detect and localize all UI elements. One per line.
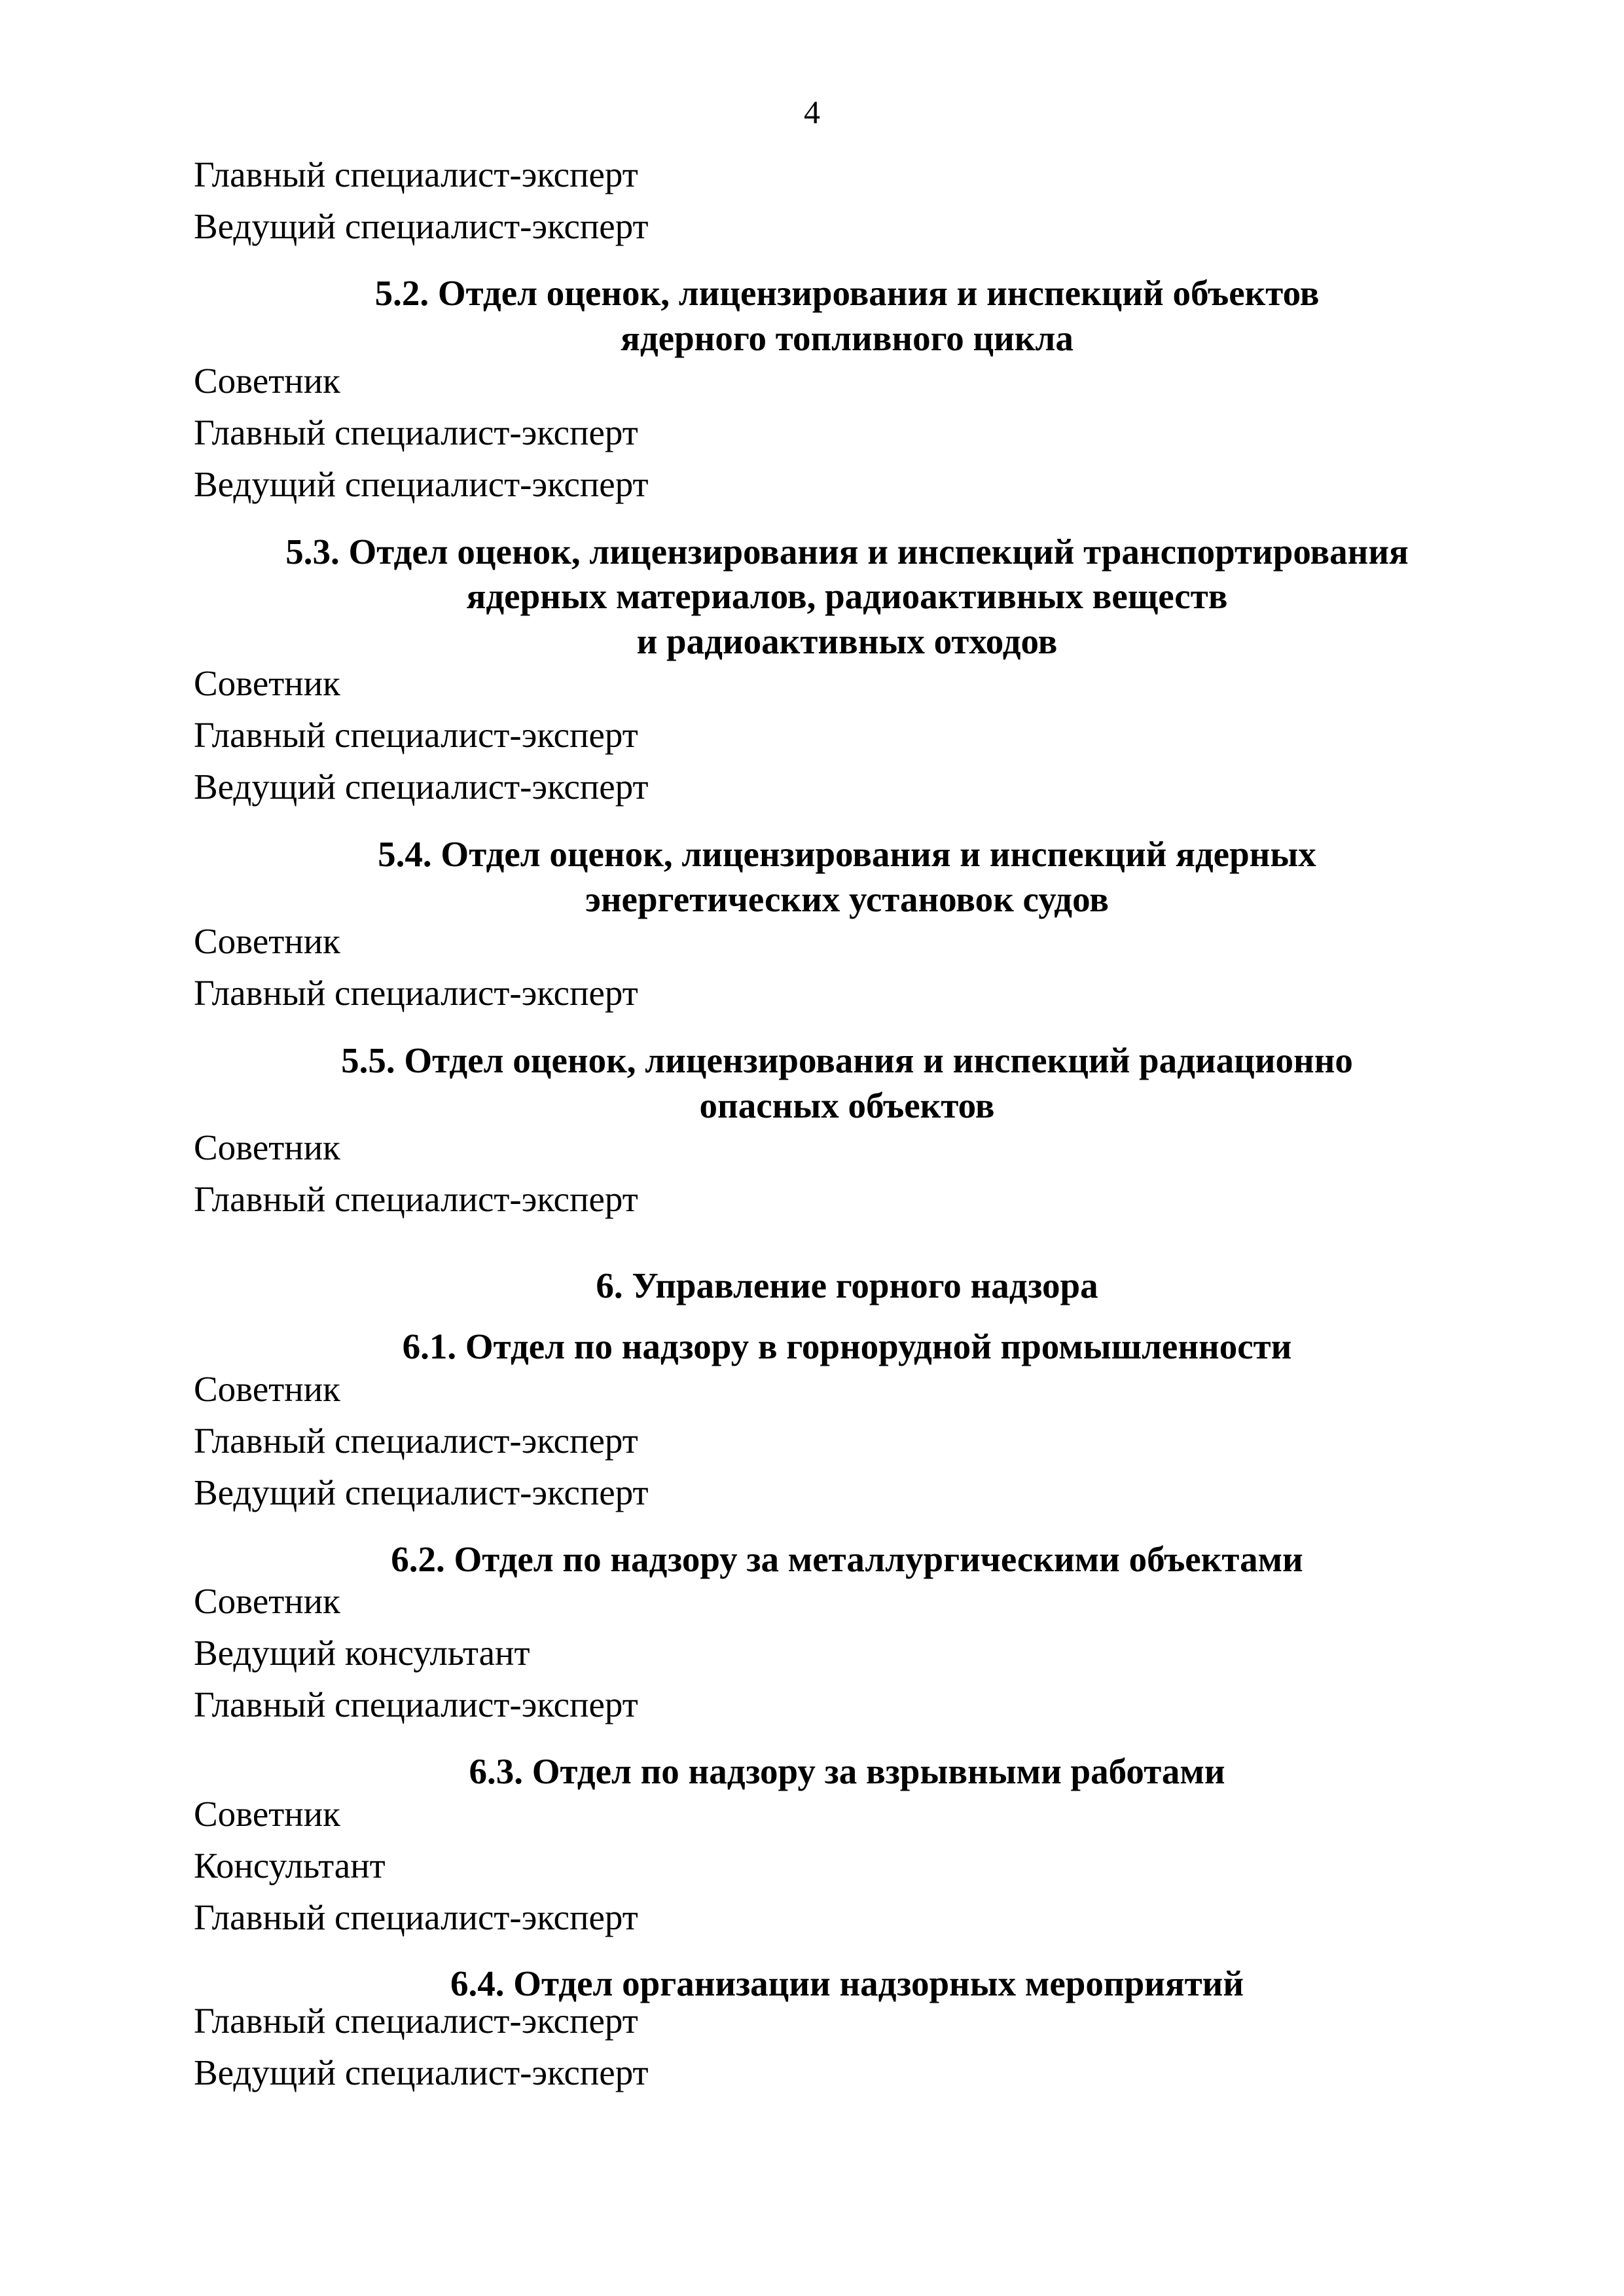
section-heading-6: 6. Управление горного надзора [596,1266,1098,1305]
position-item: Ведущий специалист-эксперт [194,2052,649,2092]
section-heading-5-3: и радиоактивных отходов [636,621,1058,661]
position-item: Главный специалист-эксперт [194,155,638,194]
position-item: Ведущий специалист-эксперт [194,1472,649,1512]
position-item: Главный специалист-эксперт [194,412,638,452]
section-heading-5-4: энергетических установок судов [585,879,1109,919]
position-item: Ведущий специалист-эксперт [194,206,649,246]
section-heading-6-3: 6.3. Отдел по надзору за взрывными работами [469,1751,1225,1791]
section-heading-5-2: 5.2. Отдел оценок, лицензирования и инспекций объектов [374,273,1320,313]
position-item: Главный специалист-эксперт [194,973,638,1013]
section-heading-5-5: опасных объектов [699,1085,995,1125]
position-item: Советник [194,361,340,401]
position-item: Советник [194,663,340,703]
section-heading-5-5: 5.5. Отдел оценок, лицензирования и инспекций радиационно [341,1040,1353,1080]
section-heading-5-2: ядерного топливного цикла [621,318,1074,358]
section-heading-5-3: ядерных материалов, радиоактивных веществ [466,576,1228,616]
position-item: Главный специалист-эксперт [194,2001,638,2041]
position-item: Ведущий специалист-эксперт [194,464,649,504]
position-item: Главный специалист-эксперт [194,1421,638,1461]
section-heading-6-1: 6.1. Отдел по надзору в горнорудной промышленности [402,1326,1292,1366]
page-number: 4 [804,94,820,130]
position-item: Советник [194,1369,340,1409]
position-item: Ведущий консультант [194,1633,530,1673]
position-item: Консультант [194,1846,386,1886]
position-item: Главный специалист-эксперт [194,1685,638,1724]
position-item: Советник [194,1581,340,1621]
position-item: Советник [194,1794,340,1834]
position-item: Главный специалист-эксперт [194,1897,638,1937]
section-heading-6-4: 6.4. Отдел организации надзорных мероприятий [450,1963,1244,2003]
position-item: Советник [194,921,340,961]
section-heading-5-4: 5.4. Отдел оценок, лицензирования и инспекций ядерных [378,834,1316,874]
position-item: Ведущий специалист-эксперт [194,767,649,807]
section-heading-6-2: 6.2. Отдел по надзору за металлургическими объектами [391,1539,1303,1579]
position-item: Советник [194,1127,340,1167]
section-heading-5-3: 5.3. Отдел оценок, лицензирования и инспекций транспортирования [285,532,1409,572]
position-item: Главный специалист-эксперт [194,1179,638,1219]
position-item: Главный специалист-эксперт [194,715,638,755]
